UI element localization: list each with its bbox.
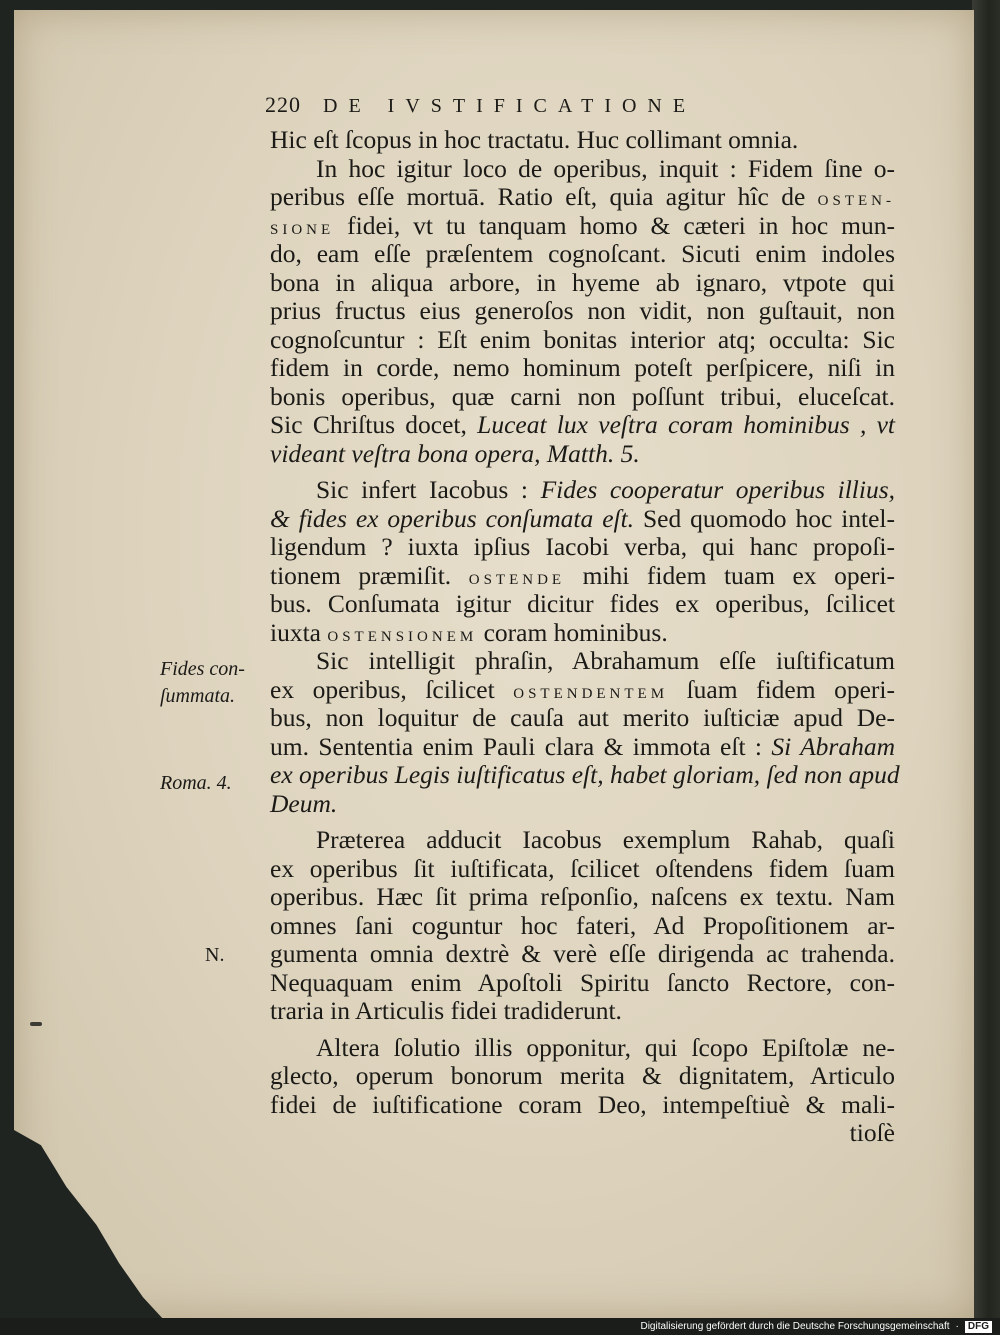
text-segment: tioſè [849, 1118, 895, 1147]
text-segment: bus. Conſumata igitur dicitur fides ex operibus, ſcilicet [270, 589, 895, 618]
ink-speck [30, 1022, 42, 1026]
text-line [270, 505, 895, 534]
text-segment: fidei, vt tu tanquam homo & cæteri in hoc mun- [334, 210, 895, 240]
footer: Digitalisierung gefördert durch die Deutsche Forschungsgemeinschaft · DFG [640, 1318, 992, 1335]
text-segment: Deum. [270, 788, 338, 818]
text-segment: peribus eſſe mortuā. Ratio eſt, quia agitur hîc de [270, 182, 818, 211]
text-line [270, 411, 895, 440]
text-line [270, 326, 895, 355]
text-segment: tionem præmiſit. [270, 560, 469, 590]
text-segment: Nequaquam enim Apoſtoli Spiritu ſancto Rectore, con- [270, 967, 895, 997]
text-segment: videant veſtra bona opera, Matth. 5. [270, 438, 640, 468]
text-line [270, 476, 895, 505]
text-segment: mihi fidem tuam ex operi- [565, 560, 895, 590]
margin-note-n: N. [205, 944, 225, 966]
text-segment: Sic intelligit phraſin, Abrahamum eſſe iuſtificatum [316, 646, 895, 675]
margin-note-line: ſummata. [160, 685, 235, 707]
text-segment: OSTEN- [817, 193, 895, 209]
text-segment: ex operibus Legis iuſtificatus eſt, habet gloriam, ſed non apud [270, 760, 900, 789]
text-segment: Hic eſt ſcopus in hoc tractatu. Huc collimant omnia. [270, 125, 799, 154]
text-segment: um. Sententia enim Pauli clara & immota eſt : [270, 731, 772, 761]
text-line [270, 676, 895, 705]
text-line [270, 940, 895, 969]
text-segment: Sed quomodo hoc intel- [634, 503, 896, 533]
text-segment: fidei de iuſtificatione coram Deo, intempeſtiuè & mali- [270, 1089, 895, 1119]
text-segment: Luceat lux veſtra coram hominibus , vt [477, 410, 896, 439]
text-line [270, 733, 895, 762]
text-line [270, 183, 895, 212]
text-segment: Præterea adducit Iacobus exemplum Rahab, quaſi [316, 825, 895, 854]
text-segment: bonis operibus, quæ carni non poſſunt tribui, eluceſcat. [270, 381, 895, 411]
text-line [270, 647, 895, 676]
text-segment: coram hominibus. [477, 617, 668, 647]
text-segment: Si Abraham [771, 731, 895, 761]
text-segment: Sic infert Iacobus : [316, 475, 541, 504]
text-segment: prius fructus eius generoſos non vidit, non guſtauit, non [270, 296, 895, 325]
text-line [270, 440, 895, 469]
text-segment: Sic Chriſtus docet, [270, 410, 478, 439]
text-segment: iuxta [270, 617, 328, 647]
text-segment: glecto, operum bonorum merita & dignitatem, Articulo [270, 1061, 895, 1090]
text-line [270, 240, 895, 269]
text-line [270, 269, 895, 298]
text-segment: gumenta omnia dextrè & verè eſſe dirigenda ac trahenda. [270, 939, 895, 968]
text-segment: traria in Articulis fidei tradiderunt. [270, 996, 622, 1025]
text-line [270, 760, 900, 790]
text-segment: Fides cooperatur operibus illius, [540, 475, 895, 504]
text-segment: bus, non loquitur de cauſa aut merito iuſticiæ apud De- [270, 703, 895, 732]
text-line [270, 1119, 895, 1148]
text-segment: SIONE [270, 221, 335, 238]
text-segment: OSTENDENTEM [513, 685, 669, 702]
text-line [270, 533, 895, 562]
text-segment: ligendum ? iuxta ipſius Iacobi verba, qui hanc propoſi- [270, 532, 895, 561]
text-line [270, 912, 895, 941]
text-segment: Altera ſolutio illis opponitur, qui ſcopo Epiſtolæ ne- [316, 1032, 895, 1062]
text-line [270, 883, 895, 912]
text-segment: & fides ex operibus conſumata eſt. [270, 503, 635, 533]
text-segment: omnes ſani coguntur hoc fateri, Ad Propoſitionem ar- [270, 910, 895, 940]
text-segment: In hoc igitur loco de operibus, inquit : Fidem ſine o- [316, 153, 895, 183]
text-line [270, 790, 895, 819]
text-line [270, 1062, 895, 1091]
text-line [270, 562, 895, 591]
text-line [270, 1091, 895, 1120]
text-segment: OSTENSIONEM [327, 628, 478, 645]
running-title: DE IVSTIFICATIONE [323, 95, 697, 117]
text-line [270, 969, 895, 998]
margin-note-roma: Roma. 4. [160, 772, 232, 794]
text-line [270, 212, 895, 241]
book-edge [972, 0, 1000, 1318]
text-segment: ex operibus, ſcilicet [270, 674, 514, 704]
text-segment: ex operibus ſit iuſtificata, ſcilicet oſtendens fidem ſuam [270, 853, 895, 883]
text-line [270, 997, 895, 1026]
text-line [270, 826, 895, 855]
text-line [270, 297, 895, 326]
text-segment: ſuam fidem operi- [668, 674, 896, 704]
text-segment: do, eam eſſe præſentem cognoſcant. Sicuti enim indoles [270, 239, 895, 268]
text-line [270, 590, 895, 619]
page-header [265, 92, 696, 118]
text-line [270, 126, 895, 155]
text-line [270, 155, 895, 184]
footer-credit: Digitalisierung gefördert durch die Deutsche Forschungsgemeinschaft [640, 1321, 950, 1332]
body-text [270, 125, 900, 1148]
margin-note-line: Fides con- [160, 658, 245, 680]
text-segment: fidem in corde, nemo hominum poteſt perſpicere, niſi in [270, 353, 895, 382]
text-line [270, 1034, 895, 1063]
text-line [270, 619, 895, 648]
text-line [270, 354, 895, 383]
dfg-logo-icon: DFG [965, 1321, 992, 1333]
text-segment: bona in aliqua arbore, in hyeme ab ignaro, vtpote qui [270, 267, 895, 297]
text-segment: operibus. Hæc ſit prima reſponſio, naſcens ex textu. Nam [270, 882, 895, 911]
text-line [270, 855, 895, 884]
text-segment: cognoſcuntur : Eſt enim bonitas interior atq; occulta: Sic [270, 324, 895, 354]
text-line [270, 704, 895, 733]
margin-note-fides [160, 656, 245, 710]
text-segment: OSTENDE [468, 571, 566, 588]
page-number: 220 [265, 92, 301, 117]
text-line [270, 383, 895, 412]
